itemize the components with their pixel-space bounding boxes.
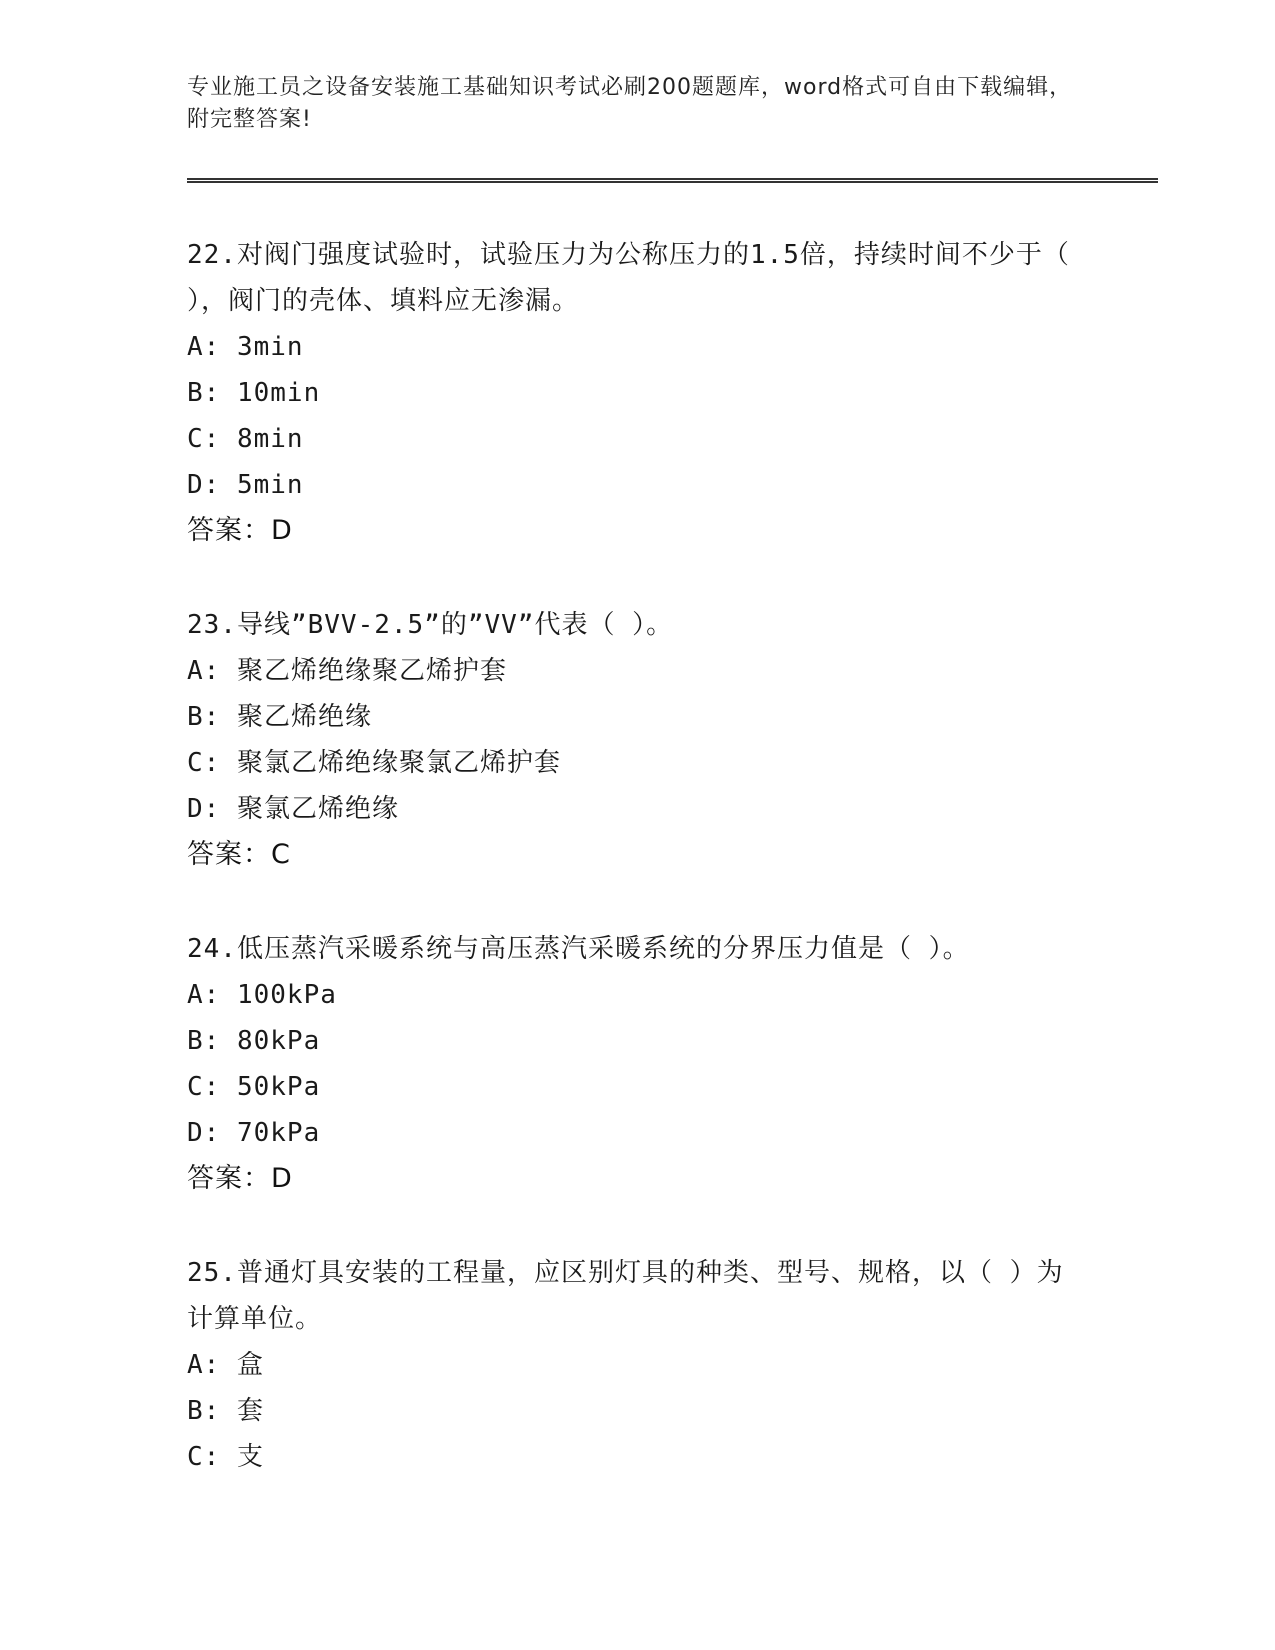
option-b: B: 套 [187,1396,264,1426]
option-b: B: 10min [187,378,321,408]
option-a: A: 3min [187,332,304,362]
option-c: C: 聚氯乙烯绝缘聚氯乙烯护套 [187,748,561,778]
question-stem: 22.对阀门强度试验时，试验压力为公称压力的1.5倍，持续时间不少于（ ），阀门的壳体、填料应无渗漏。 [187,240,1070,316]
question-list [187,232,1087,1528]
option-a: A: 聚乙烯绝缘聚乙烯护套 [187,656,507,686]
question-25 [187,1250,1087,1480]
answer-line: 答案：D [187,515,293,546]
answer-line: 答案：D [187,1163,293,1194]
document-header: 专业施工员之设备安装施工基础知识考试必刷200题题库，word格式可自由下载编辑，附完整答案! [187,75,1073,132]
option-c: C: 支 [187,1442,264,1472]
option-a: A: 100kPa [187,980,337,1010]
question-stem: 23.导线”BVV-2.5”的”VV”代表（ ）。 [187,610,674,640]
header-divider [187,178,1158,183]
option-b: B: 80kPa [187,1026,321,1056]
question-23 [187,602,1087,878]
question-stem: 24.低压蒸汽采暖系统与高压蒸汽采暖系统的分界压力值是（ ）。 [187,934,970,964]
option-c: C: 8min [187,424,304,454]
answer-line: 答案：C [187,839,291,870]
option-b: B: 聚乙烯绝缘 [187,702,372,732]
question-24 [187,926,1087,1202]
option-d: D: 5min [187,470,304,500]
option-d: D: 70kPa [187,1118,321,1148]
option-a: A: 盒 [187,1350,264,1380]
option-d: D: 聚氯乙烯绝缘 [187,794,399,824]
question-stem: 25.普通灯具安装的工程量，应区别灯具的种类、型号、规格，以（ ）为计算单位。 [187,1258,1064,1334]
option-c: C: 50kPa [187,1072,321,1102]
question-22 [187,232,1087,554]
